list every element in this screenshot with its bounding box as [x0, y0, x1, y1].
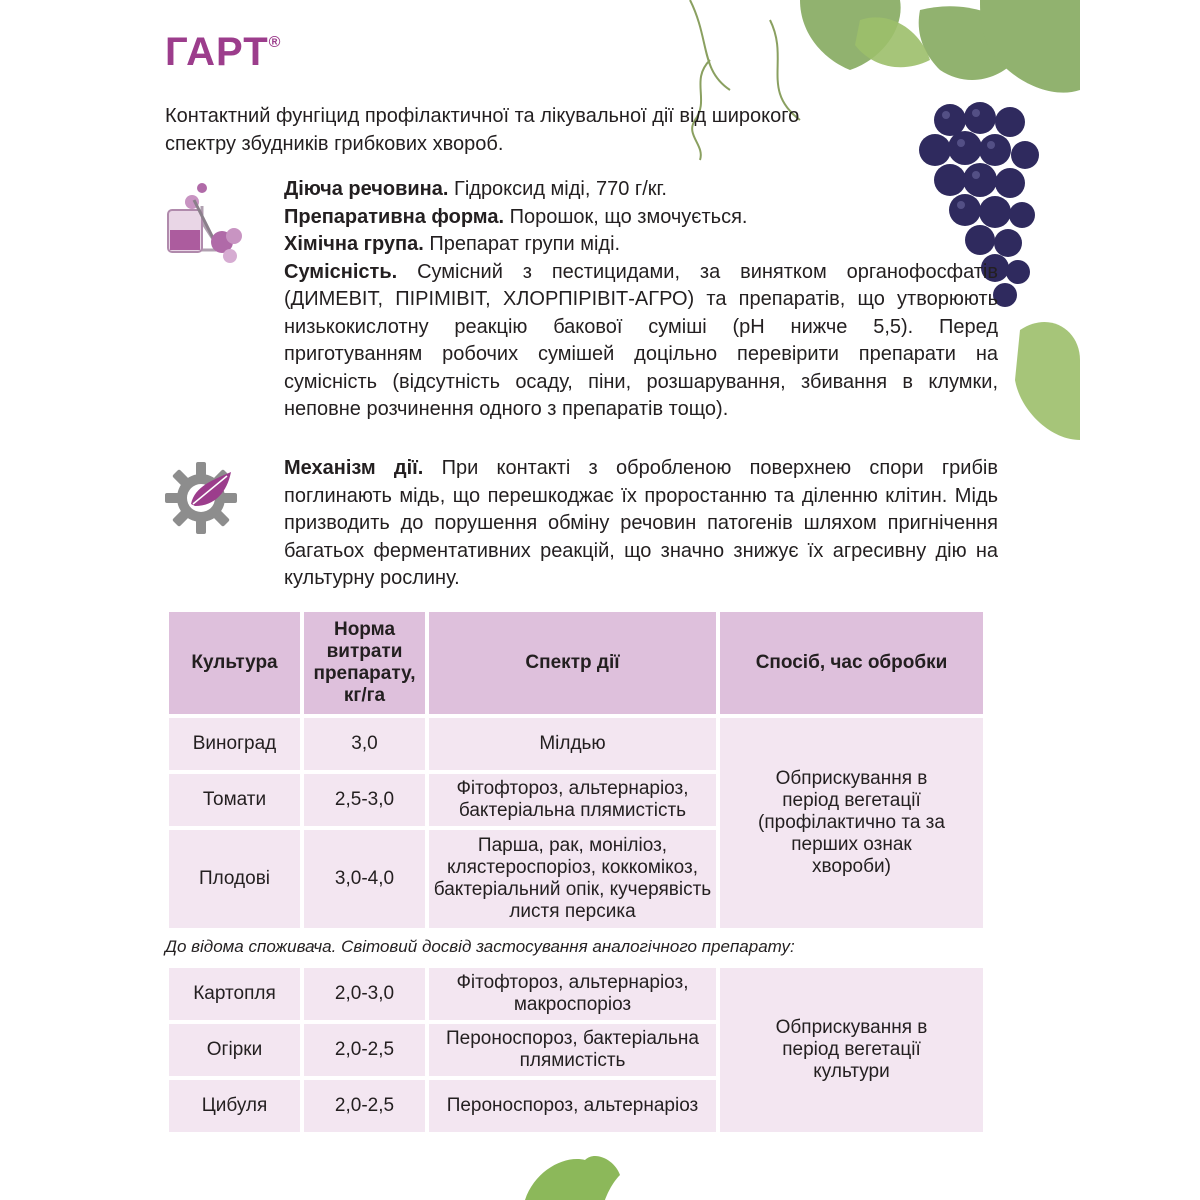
page-margin	[1082, 0, 1200, 1200]
spectrum-cell: Парша, рак, моніліоз, клястероспоріоз, коккомікоз, бактеріальний опік, кучерявість листя персика	[429, 830, 716, 928]
gear-leaf-icon	[163, 460, 239, 536]
spectrum-cell: Фітофтороз, альтернаріоз, макроспоріоз	[429, 968, 716, 1020]
rate-cell: 2,0-2,5	[304, 1024, 425, 1076]
active-ingredient: Діюча речовина. Гідроксид міді, 770 г/кг.	[284, 178, 667, 200]
crop-cell: Томати	[169, 774, 300, 826]
rate-cell: 2,5-3,0	[304, 774, 425, 826]
table-row	[169, 718, 983, 770]
product-properties	[284, 176, 998, 424]
chemical-group: Хімічна група. Препарат групи міді.	[284, 233, 621, 255]
leaf-decoration-icon	[515, 1150, 625, 1200]
reference-table	[165, 964, 987, 1136]
method-cell: Обприскування в період вегетації культури	[720, 968, 983, 1132]
compatibility: Сумісність. Сумісний з пестицидами, за винятком органофосфатів (ДИМЕВІТ, ПІРІМІВІТ, ХЛОРПІРІВІТ-АГРО) та препаратів, що утворюють низькокислотну реакцію бакової суміші (pH нижче 5,5). Перед приготуванням робочих сумішей доцільно перевірити препарати на сумісність (відсутність осаду, піни, розшарування, збивання в клумки, неповне розчинення одного з препаратів тощо).	[284, 260, 998, 420]
method-cell: Обприскування в період вегетації (профілактично та за перших ознак хвороби)	[720, 718, 983, 928]
product-title: ГАРТ®	[165, 30, 282, 74]
rate-cell: 3,0-4,0	[304, 830, 425, 928]
crop-cell: Цибуля	[169, 1080, 300, 1132]
header-method: Спосіб, час обробки	[720, 612, 983, 714]
rate-cell: 2,0-2,5	[304, 1080, 425, 1132]
product-description: Контактний фунгіцид профілактичної та лікувальної дії від широкого спектру збудників грибкових хвороб.	[165, 105, 800, 155]
crop-cell: Картопля	[169, 968, 300, 1020]
consumer-note: До відома споживача. Світовий досвід застосування аналогічного препарату:	[165, 937, 795, 956]
spectrum-cell: Пероноспороз, альтернаріоз	[429, 1080, 716, 1132]
spectrum-cell: Фітофтороз, альтернаріоз, бактеріальна плямистість	[429, 774, 716, 826]
mechanism-of-action: Механізм дії. При контакті з обробленою поверхнею спори грибів поглинають мідь, що перешкоджає їх проростанню та діленню клітин. Мідь призводить до порушення обміну речовин патогенів шляхом пригнічення багатьох ферментативних реакцій, що значно знижує їх агресивну дію на культурну рослину.	[284, 457, 998, 589]
rate-cell: 3,0	[304, 718, 425, 770]
header-crop: Культура	[169, 612, 300, 714]
formulation: Препаративна форма. Порошок, що змочується.	[284, 205, 748, 228]
header-spectrum: Спектр дії	[429, 612, 716, 714]
flask-beaker-icon	[162, 180, 247, 270]
application-table	[165, 608, 987, 932]
crop-cell: Плодові	[169, 830, 300, 928]
rate-cell: 2,0-3,0	[304, 968, 425, 1020]
crop-cell: Виноград	[169, 718, 300, 770]
spectrum-cell: Пероноспороз, бактеріальна плямистість	[429, 1024, 716, 1076]
table-row	[169, 968, 983, 1020]
crop-cell: Огірки	[169, 1024, 300, 1076]
header-rate: Норма витрати препарату, кг/га	[304, 612, 425, 714]
spectrum-cell: Мілдью	[429, 718, 716, 770]
